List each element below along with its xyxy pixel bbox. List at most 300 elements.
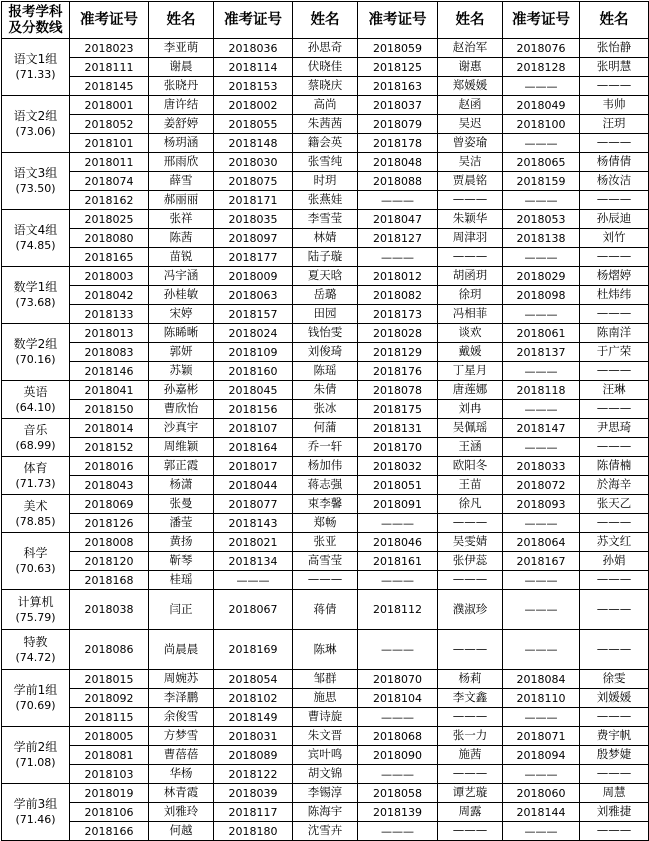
exam-id-cell: 2018031 [214, 727, 293, 746]
exam-id-cell: ——— [358, 765, 438, 784]
exam-id-cell: 2018079 [358, 115, 438, 134]
exam-id-cell: 2018094 [503, 746, 580, 765]
candidate-name-cell: 沈雪卉 [293, 822, 358, 841]
subject-cell [2, 381, 70, 419]
candidate-name-cell: 钱怡雯 [293, 324, 358, 343]
exam-id-cell: 2018071 [503, 727, 580, 746]
candidate-name-cell: 宋婷 [149, 305, 214, 324]
table-row [2, 115, 649, 134]
candidate-name-cell: 蒋志强 [293, 476, 358, 495]
exam-id-cell: 2018053 [503, 210, 580, 229]
candidate-name-cell: 曹欣怡 [149, 400, 214, 419]
candidate-name-cell: 薛雪 [149, 172, 214, 191]
exam-id-cell: 2018101 [70, 134, 149, 153]
table-row [2, 172, 649, 191]
candidate-name-cell: ——— [438, 822, 503, 841]
exam-id-cell: 2018145 [70, 77, 149, 96]
candidate-name-cell: 张祥 [149, 210, 214, 229]
exam-id-cell: 2018170 [358, 438, 438, 457]
candidate-name-cell: 胡文锦 [293, 765, 358, 784]
candidate-name-cell: 高雪莹 [293, 552, 358, 571]
exam-id-cell: 2018038 [70, 590, 149, 630]
exam-id-cell: 2018001 [70, 96, 149, 115]
exam-id-cell: 2018168 [70, 571, 149, 590]
exam-id-cell: 2018156 [214, 400, 293, 419]
exam-id-cell: ——— [358, 822, 438, 841]
candidate-name-cell: ——— [438, 191, 503, 210]
exam-id-cell: 2018167 [503, 552, 580, 571]
candidate-name-cell: 姜舒婷 [149, 115, 214, 134]
exam-id-cell: 2018178 [358, 134, 438, 153]
candidate-name-cell: 杨倩倩 [580, 153, 649, 172]
candidate-name-cell: ——— [580, 248, 649, 267]
candidate-name-cell: 张亚 [293, 533, 358, 552]
candidate-name-cell: 杜炜纬 [580, 286, 649, 305]
table-row [2, 571, 649, 590]
cutoff-score: (73.50) [15, 182, 56, 195]
subject-name: 数学1组 [13, 280, 58, 294]
exam-id-cell: 2018133 [70, 305, 149, 324]
exam-id-cell: 2018008 [70, 533, 149, 552]
subject-cell [2, 39, 70, 96]
candidate-name-cell: 李泽鹏 [149, 689, 214, 708]
candidate-name-cell: 杨玥涵 [149, 134, 214, 153]
exam-id-cell: 2018104 [358, 689, 438, 708]
candidate-name-cell: 徐凡 [438, 495, 503, 514]
candidate-name-cell: 郝丽丽 [149, 191, 214, 210]
candidate-name-cell: 方梦雪 [149, 727, 214, 746]
candidate-name-cell: 苏文红 [580, 533, 649, 552]
subject-cell [2, 324, 70, 381]
candidate-name-cell: 陈瑶 [293, 362, 358, 381]
exam-id-cell: 2018047 [358, 210, 438, 229]
exam-id-cell: 2018041 [70, 381, 149, 400]
candidate-name-cell: 冯宇涵 [149, 267, 214, 286]
candidate-name-cell: 韦帅 [580, 96, 649, 115]
exam-id-cell: 2018149 [214, 708, 293, 727]
candidate-name-cell: 张明慧 [580, 58, 649, 77]
table-row [2, 590, 649, 630]
exam-id-cell: 2018058 [358, 784, 438, 803]
subject-cell [2, 419, 70, 457]
exam-id-cell: 2018109 [214, 343, 293, 362]
candidate-name-cell: 唐莲娜 [438, 381, 503, 400]
subject-cell [2, 96, 70, 153]
exam-id-cell: 2018100 [503, 115, 580, 134]
candidate-name-cell: 束李馨 [293, 495, 358, 514]
exam-id-cell: 2018122 [214, 765, 293, 784]
candidate-name-cell: 丁星月 [438, 362, 503, 381]
candidate-name-cell: 陈茜 [149, 229, 214, 248]
exam-id-cell: 2018162 [70, 191, 149, 210]
candidate-name-cell: 周维颖 [149, 438, 214, 457]
table-row [2, 457, 649, 476]
candidate-name-cell: 周露 [438, 803, 503, 822]
subject-cell [2, 590, 70, 630]
exam-id-cell: ——— [503, 590, 580, 630]
cutoff-score: (70.16) [15, 353, 56, 366]
candidate-name-cell: 赵函 [438, 96, 503, 115]
exam-id-cell: 2018118 [503, 381, 580, 400]
candidate-name-cell: ——— [580, 191, 649, 210]
exam-id-cell: 2018036 [214, 39, 293, 58]
candidate-name-cell: 殷梦婕 [580, 746, 649, 765]
candidate-name-cell: ——— [580, 400, 649, 419]
exam-id-cell: 2018171 [214, 191, 293, 210]
candidate-name-cell: ——— [580, 77, 649, 96]
candidate-name-cell: 郑媛媛 [438, 77, 503, 96]
exam-id-cell: 2018092 [70, 689, 149, 708]
exam-id-cell: 2018014 [70, 419, 149, 438]
exam-id-cell: 2018076 [503, 39, 580, 58]
candidate-name-cell: 李锡淳 [293, 784, 358, 803]
candidate-name-cell: 陈南洋 [580, 324, 649, 343]
table-row [2, 552, 649, 571]
candidate-name-cell: 李亚萌 [149, 39, 214, 58]
name-header: 姓名 [580, 2, 649, 39]
table-row [2, 419, 649, 438]
candidate-name-cell: 郭正霞 [149, 457, 214, 476]
exam-id-cell: ——— [503, 765, 580, 784]
candidate-name-cell: 孙桂敏 [149, 286, 214, 305]
exam-id-cell: 2018103 [70, 765, 149, 784]
exam-id-cell: 2018160 [214, 362, 293, 381]
candidate-name-cell: 陈海宇 [293, 803, 358, 822]
id-header: 准考证号 [358, 2, 438, 39]
candidate-name-cell: 孙娟 [580, 552, 649, 571]
candidate-name-cell: ——— [580, 438, 649, 457]
table-row [2, 803, 649, 822]
exam-id-cell: 2018024 [214, 324, 293, 343]
candidate-name-cell: 孙思奇 [293, 39, 358, 58]
subject-name: 学前2组 [13, 740, 58, 754]
candidate-name-cell: 谢晨 [149, 58, 214, 77]
exam-id-cell: 2018021 [214, 533, 293, 552]
candidate-name-cell: 余俊雪 [149, 708, 214, 727]
table-row [2, 476, 649, 495]
exam-id-cell: 2018148 [214, 134, 293, 153]
candidate-name-cell: 胡函玥 [438, 267, 503, 286]
cutoff-score: (73.06) [15, 125, 56, 138]
candidate-name-cell: 孙嘉彬 [149, 381, 214, 400]
exam-id-cell: ——— [503, 708, 580, 727]
subject-cell [2, 533, 70, 590]
candidate-name-cell: 吴雯婧 [438, 533, 503, 552]
candidate-name-cell: 陈倩楠 [580, 457, 649, 476]
table-row [2, 305, 649, 324]
table-row [2, 153, 649, 172]
cutoff-score: (71.08) [15, 756, 56, 769]
exam-id-cell: 2018144 [503, 803, 580, 822]
table-row [2, 77, 649, 96]
candidate-name-cell: 汪玥 [580, 115, 649, 134]
exam-id-cell: 2018128 [503, 58, 580, 77]
table-row [2, 267, 649, 286]
exam-id-cell: ——— [214, 571, 293, 590]
candidate-name-cell: 郭妍 [149, 343, 214, 362]
cutoff-score: (71.33) [15, 68, 56, 81]
subject-name: 计算机 [17, 594, 54, 609]
table-row [2, 438, 649, 457]
exam-id-cell: 2018147 [503, 419, 580, 438]
exam-id-cell: 2018044 [214, 476, 293, 495]
exam-id-cell: 2018015 [70, 670, 149, 689]
exam-id-cell: 2018002 [214, 96, 293, 115]
exam-id-cell: ——— [358, 630, 438, 670]
candidate-name-cell: 贾晨铭 [438, 172, 503, 191]
exam-id-cell: 2018114 [214, 58, 293, 77]
subject-name: 音乐 [23, 422, 48, 437]
table-row [2, 746, 649, 765]
exam-id-cell: 2018082 [358, 286, 438, 305]
subject-header-line1: 报考学科 [8, 4, 63, 20]
candidate-name-cell: 张曼 [149, 495, 214, 514]
table-row [2, 248, 649, 267]
exam-id-cell: 2018143 [214, 514, 293, 533]
table-row [2, 533, 649, 552]
exam-id-cell: 2018111 [70, 58, 149, 77]
candidate-name-cell: ——— [580, 630, 649, 670]
exam-id-cell: 2018042 [70, 286, 149, 305]
cutoff-score: (71.46) [15, 813, 56, 826]
exam-id-cell: 2018086 [70, 630, 149, 670]
exam-id-cell: 2018028 [358, 324, 438, 343]
candidate-name-cell: ——— [580, 571, 649, 590]
subject-name: 英语 [23, 384, 48, 399]
admission-table [1, 1, 649, 841]
exam-id-cell: ——— [503, 77, 580, 96]
candidate-name-cell: 朱倩 [293, 381, 358, 400]
candidate-name-cell: 闫正 [149, 590, 214, 630]
cutoff-score: (74.85) [15, 239, 56, 252]
candidate-name-cell: ——— [580, 305, 649, 324]
exam-id-cell: 2018078 [358, 381, 438, 400]
id-header: 准考证号 [503, 2, 580, 39]
candidate-name-cell: ——— [438, 708, 503, 727]
exam-id-cell: 2018137 [503, 343, 580, 362]
candidate-name-cell: ——— [580, 134, 649, 153]
candidate-name-cell: 唐许结 [149, 96, 214, 115]
exam-id-cell: 2018112 [358, 590, 438, 630]
exam-id-cell: 2018091 [358, 495, 438, 514]
exam-id-cell: 2018037 [358, 96, 438, 115]
table-row [2, 670, 649, 689]
candidate-name-cell: 宾叶鸣 [293, 746, 358, 765]
exam-id-cell: 2018126 [70, 514, 149, 533]
exam-id-cell: 2018093 [503, 495, 580, 514]
exam-id-cell: 2018153 [214, 77, 293, 96]
table-row [2, 495, 649, 514]
candidate-name-cell: 陆子璇 [293, 248, 358, 267]
candidate-name-cell: 刘雅玲 [149, 803, 214, 822]
candidate-name-cell: 汪琳 [580, 381, 649, 400]
candidate-name-cell: ——— [438, 571, 503, 590]
exam-id-cell: 2018077 [214, 495, 293, 514]
exam-id-cell: ——— [358, 248, 438, 267]
candidate-name-cell: 华杨 [149, 765, 214, 784]
subject-cell [2, 210, 70, 267]
subject-name: 特教 [23, 634, 48, 649]
cutoff-score: (73.68) [15, 296, 56, 309]
exam-id-cell: ——— [503, 514, 580, 533]
table-row [2, 210, 649, 229]
exam-id-cell: 2018068 [358, 727, 438, 746]
table-row [2, 286, 649, 305]
exam-id-cell: 2018110 [503, 689, 580, 708]
candidate-name-cell: 谭艺璇 [438, 784, 503, 803]
exam-id-cell: 2018090 [358, 746, 438, 765]
exam-id-cell: ——— [358, 571, 438, 590]
candidate-name-cell: ——— [580, 822, 649, 841]
subject-cell [2, 727, 70, 784]
exam-id-cell: ——— [503, 248, 580, 267]
exam-id-cell: 2018032 [358, 457, 438, 476]
candidate-name-cell: 张雪纯 [293, 153, 358, 172]
exam-id-cell: 2018125 [358, 58, 438, 77]
exam-id-cell: 2018127 [358, 229, 438, 248]
subject-cell [2, 784, 70, 841]
subject-name: 语文3组 [13, 166, 58, 180]
exam-id-cell: 2018063 [214, 286, 293, 305]
exam-id-cell: 2018089 [214, 746, 293, 765]
exam-id-cell: ——— [503, 305, 580, 324]
exam-id-cell: 2018161 [358, 552, 438, 571]
table-row [2, 58, 649, 77]
candidate-name-cell: 黄扬 [149, 533, 214, 552]
exam-id-cell: 2018075 [214, 172, 293, 191]
exam-id-cell: 2018150 [70, 400, 149, 419]
candidate-name-cell: 蒋倩 [293, 590, 358, 630]
name-header: 姓名 [293, 2, 358, 39]
exam-id-cell: 2018088 [358, 172, 438, 191]
exam-id-cell: 2018061 [503, 324, 580, 343]
exam-id-cell: 2018106 [70, 803, 149, 822]
exam-id-cell: 2018023 [70, 39, 149, 58]
candidate-name-cell: 曹诗旋 [293, 708, 358, 727]
table-row [2, 784, 649, 803]
candidate-name-cell: 张冰 [293, 400, 358, 419]
candidate-name-cell: 陈睎晰 [149, 324, 214, 343]
subject-cell [2, 630, 70, 670]
candidate-name-cell: 孙辰迪 [580, 210, 649, 229]
exam-id-cell: 2018175 [358, 400, 438, 419]
candidate-name-cell: 杨潇 [149, 476, 214, 495]
candidate-name-cell: 潘莹 [149, 514, 214, 533]
candidate-name-cell: 何蒲 [293, 419, 358, 438]
exam-id-cell: 2018049 [503, 96, 580, 115]
subject-name: 数学2组 [13, 337, 58, 351]
exam-id-cell: 2018069 [70, 495, 149, 514]
exam-id-cell: 2018157 [214, 305, 293, 324]
exam-id-cell: 2018055 [214, 115, 293, 134]
candidate-name-cell: 桂瑶 [149, 571, 214, 590]
subject-name: 体育 [23, 460, 48, 475]
candidate-name-cell: 吴迟 [438, 115, 503, 134]
candidate-name-cell: 李文鑫 [438, 689, 503, 708]
cutoff-score: (70.69) [15, 699, 56, 712]
exam-id-cell: 2018005 [70, 727, 149, 746]
exam-id-cell: 2018045 [214, 381, 293, 400]
candidate-name-cell: 张天乙 [580, 495, 649, 514]
table-row [2, 822, 649, 841]
candidate-name-cell: 尹思琦 [580, 419, 649, 438]
candidate-name-cell: 谢惠 [438, 58, 503, 77]
table-row [2, 765, 649, 784]
cutoff-score: (75.79) [15, 610, 56, 624]
header-row [2, 2, 649, 39]
candidate-name-cell: 刘雅捷 [580, 803, 649, 822]
exam-id-cell: 2018067 [214, 590, 293, 630]
candidate-name-cell: 岳璐 [293, 286, 358, 305]
candidate-name-cell: 谈欢 [438, 324, 503, 343]
table-row [2, 727, 649, 746]
exam-id-cell: 2018059 [358, 39, 438, 58]
exam-id-cell: ——— [503, 438, 580, 457]
exam-id-cell: ——— [358, 514, 438, 533]
cutoff-score: (68.99) [15, 438, 56, 452]
exam-id-cell: 2018013 [70, 324, 149, 343]
exam-id-cell: 2018048 [358, 153, 438, 172]
table-row [2, 708, 649, 727]
exam-id-cell: 2018030 [214, 153, 293, 172]
exam-id-cell: ——— [358, 191, 438, 210]
candidate-name-cell: 徐玥 [438, 286, 503, 305]
candidate-name-cell: 蔡晓庆 [293, 77, 358, 96]
candidate-name-cell: 费宇帆 [580, 727, 649, 746]
exam-id-cell: 2018051 [358, 476, 438, 495]
candidate-name-cell: 张怡静 [580, 39, 649, 58]
table-row [2, 134, 649, 153]
table-row [2, 191, 649, 210]
cutoff-score: (74.72) [15, 650, 56, 664]
candidate-name-cell: 陈琳 [293, 630, 358, 670]
table-row [2, 96, 649, 115]
table-row [2, 689, 649, 708]
candidate-name-cell: 周慧 [580, 784, 649, 803]
exam-id-cell: 2018019 [70, 784, 149, 803]
candidate-name-cell: 杨汝洁 [580, 172, 649, 191]
id-header: 准考证号 [214, 2, 293, 39]
exam-id-cell: 2018164 [214, 438, 293, 457]
exam-id-cell: 2018159 [503, 172, 580, 191]
exam-id-cell: 2018039 [214, 784, 293, 803]
exam-id-cell: 2018009 [214, 267, 293, 286]
candidate-name-cell: 苏颖 [149, 362, 214, 381]
exam-id-cell: 2018043 [70, 476, 149, 495]
id-header: 准考证号 [70, 2, 149, 39]
candidate-name-cell: 濮淑珍 [438, 590, 503, 630]
table-row [2, 229, 649, 248]
table-row [2, 630, 649, 670]
candidate-name-cell: 田园 [293, 305, 358, 324]
candidate-name-cell: 伏晓佳 [293, 58, 358, 77]
table-row [2, 400, 649, 419]
exam-id-cell: 2018173 [358, 305, 438, 324]
candidate-name-cell: 朱颖华 [438, 210, 503, 229]
exam-id-cell: 2018046 [358, 533, 438, 552]
candidate-name-cell: ——— [580, 765, 649, 784]
subject-cell [2, 457, 70, 495]
candidate-name-cell: ——— [438, 248, 503, 267]
cutoff-score: (71.73) [15, 476, 56, 490]
subject-cell [2, 495, 70, 533]
candidate-name-cell: 靳琴 [149, 552, 214, 571]
exam-id-cell: 2018146 [70, 362, 149, 381]
subject-name: 语文4组 [13, 223, 58, 237]
exam-id-cell: 2018134 [214, 552, 293, 571]
exam-id-cell: 2018081 [70, 746, 149, 765]
exam-id-cell: 2018166 [70, 822, 149, 841]
